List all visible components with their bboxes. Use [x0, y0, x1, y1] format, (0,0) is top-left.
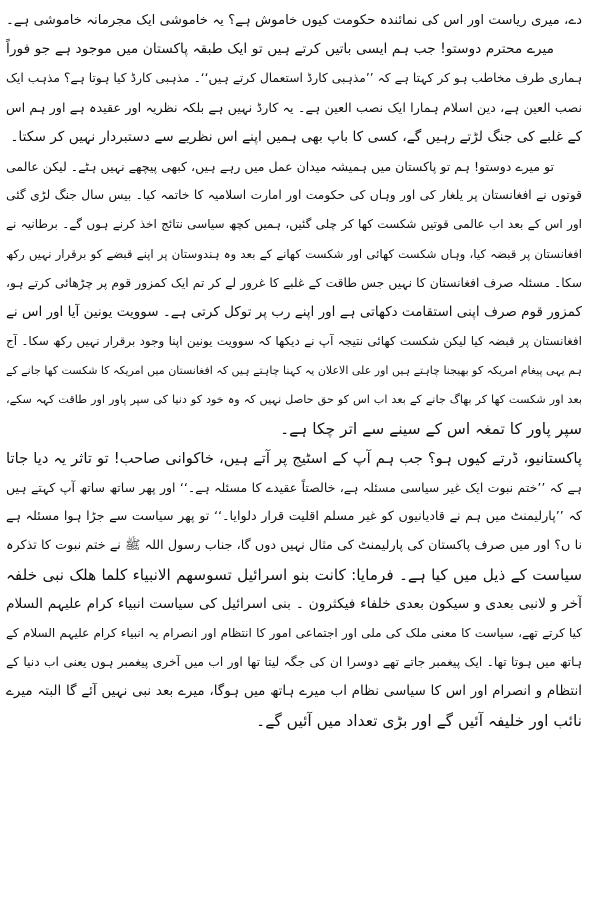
text-line: دے، میری ریاست اور اس کی نمائندہ حکومت کیوں خاموش ہے؟ یہ خاموشی ایک مجرمانہ خاموشی ہے۔	[6, 13, 582, 28]
text-line: نائب اور خلیفہ آئیں گے اور بڑی تعداد میں آئیں گے۔	[256, 711, 582, 730]
text-line: میرے محترم دوستو! جب ہم ایسی باتیں کرتے ہیں تو ایک طبقہ پاکستان میں موجود ہے جو فوراً	[6, 41, 554, 58]
text-line: اور اس کے بعد اب عالمی قوتیں شکست کھا کر چلی گئیں، ہمیں کچھ سیاسی نتائج اخذ کرنے ہوں گے۔ برطانیہ نے	[6, 217, 582, 232]
text-line: ہماری طرف مخاطب ہو کر کہتا ہے کہ ’’مذہبی کارڈ استعمال کرتے ہیں‘‘۔ مذہبی کارڈ کیا ہوتا ہے؟ مذہب ایک	[6, 71, 582, 86]
text-line: بعد اور شکست کھا کر بھاگ جانے کے بعد اب اس کو حق حاصل نہیں کہ وہ خود کو دنیا کی سپر پاور اور طاقت کہہ سکے،	[6, 393, 582, 407]
text-line: کمزور قوم صرف اپنی استقامت دکھاتی ہے اور اپنے رب پر توکل کرتی ہے۔ سوویت یونین آیا اور اس نے	[6, 303, 582, 320]
text-line: تو میرے دوستو! ہم تو پاکستان میں ہمیشہ میدان عمل میں رہے ہیں، کبھی پیچھے نہیں ہٹے۔ لیکن عالمی	[6, 158, 554, 174]
text-line: آخر و لانبی بعدی و سیکون بعدی خلفاء فیکثرون ۔ بنی اسرائیل کی سیاست انبیاء کرام علیہم السلام	[6, 595, 582, 612]
text-line: نصب العین ہے، دین اسلام ہمارا ایک نصب العین ہے۔ یہ کارڈ نہیں ہے بلکہ نظریہ اور عقیدہ ہے اور ہم اس	[6, 100, 582, 116]
text-line: قوتوں نے افغانستان پر یلغار کی اور وہاں کی حکومت اور امارت اسلامیہ کا خاتمہ کیا۔ بیس سال جنگ لڑی گئی	[6, 188, 582, 203]
text-line: انتظام و انصرام اور اس کا سیاسی نظام اب میرے ہاتھ میں ہوگا، میرے بعد نبی نہیں آئے گا البتہ میرے	[6, 683, 582, 700]
text-line: افغانستان پر قبضہ کیا، وہاں شکست کھائی اور شکست کھانے کے بعد وہ ہندوستان پر اپنے قبضے کو برقرار نہیں رکھ	[6, 246, 582, 261]
text-line: ہے کہ ’’ختم نبوت ایک غیر سیاسی مسئلہ ہے، خالصتاً عقیدے کا مسئلہ ہے۔‘‘ اور پھر ساتھ ساتھ آپ کہتے ہیں	[6, 480, 582, 495]
text-line: کیا کرتے تھے، سیاست کا معنی ملک کی ملی اور اجتماعی امور کا انتظام اور انصرام یہ انبیاء کرام علیہم السلام کے	[6, 625, 582, 640]
text-line: سکا۔ مسئلہ صرف افغانستان کا نہیں جس طاقت کے غلبے کا غرور لے کر تم ایک کمزور قوم پر چڑھائی کرتے ہو،	[6, 275, 582, 290]
text-line: سیاست کے ذیل میں کیا ہے۔ فرمایا: کانت بنو اسرائیل تسوسھم الانبیاء کلما ھلک نبی خلفہ	[6, 565, 582, 584]
text-line: پاکستانیو، ڈرتے کیوں ہو؟ جب ہم آپ کے اسٹیج پر آتے ہیں، خاکوانی صاحب! تو تاثر یہ دیا جاتا	[6, 449, 582, 467]
text-line: کہ ’’پارلیمنٹ میں ہم نے قادیانیوں کو غیر مسلم اقلیت قرار دلوایا۔‘‘ تو پھر سیاست سے جڑا ہوا مسئلہ ہے	[6, 509, 582, 525]
text-line: سپر پاور کا تمغہ اس کے سینے سے اتر چکا ہے۔	[280, 419, 582, 438]
text-line: ہم یہی پیغام امریکہ کو بھیجنا چاہتے ہیں اور علی الاعلان یہ کہنا چاہتے ہیں کہ افغانستان میں امریکہ کا شکست کھا جانے کے	[6, 364, 582, 378]
text-line: نا ں؟ اور میں صرف پاکستان کی پارلیمنٹ کی مثال نہیں دوں گا، جناب رسول اللہ ﷺ نے ختم نبوت کا تذکرہ	[6, 538, 582, 554]
text-line: افغانستان پر قبضہ کیا لیکن شکست کھائی نتیجہ آپ نے دیکھا کہ سوویت یونین اپنا وجود برقرار نہیں رکھ سکا۔ آج	[6, 334, 582, 349]
text-line: کے غلبے کی جنگ لڑتے رہیں گے، کسی کا باپ بھی ہمیں اپنے اس نظریے سے دستبردار نہیں کر سکتا۔	[10, 128, 582, 145]
text-line: ہاتھ میں ہوتا تھا۔ ایک پیغمبر جاتے تھے دوسرا ان کی جگہ لیتا تھا اور اب میں آخری پیغمبر ہوں یعنی اب دنیا کے	[6, 655, 582, 670]
